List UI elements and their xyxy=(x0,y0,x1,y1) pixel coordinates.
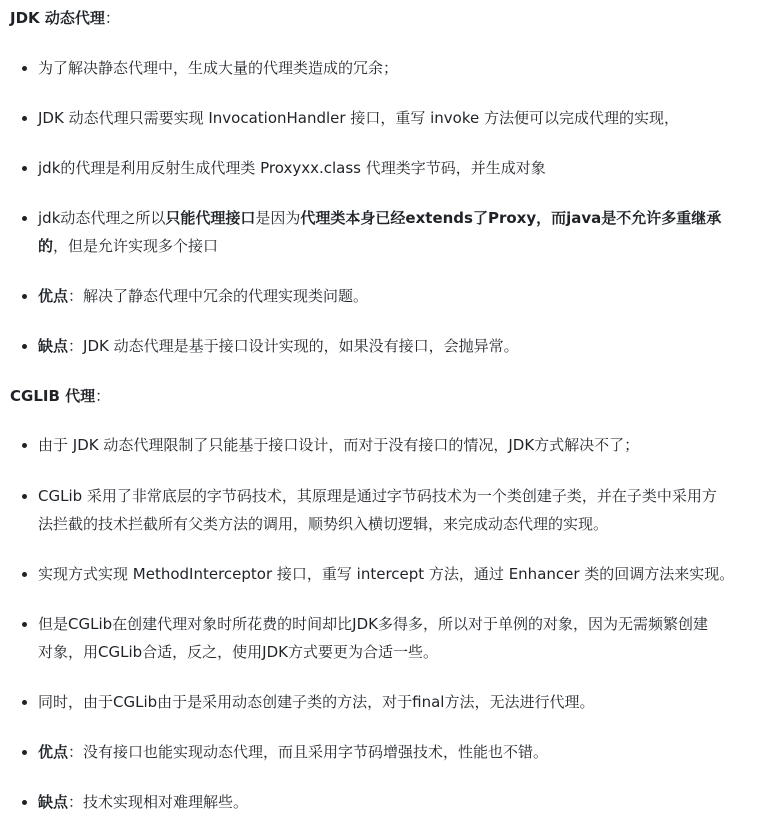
list-item-text: 同时，由于CGLib由于是采用动态创建子类的方法，对于final方法，无法进行代理。 xyxy=(38,693,595,711)
section-heading-jdk-title: JDK 动态代理 xyxy=(10,9,105,27)
list-item-line xyxy=(38,232,759,260)
list-item-line: 但是CGLib在创建代理对象时所花费的时间却比JDK多得多，所以对于单例的对象，因为无需频繁创建 xyxy=(38,615,708,633)
bullet-icon xyxy=(22,344,27,349)
list-item-text: 是因为 xyxy=(255,209,301,227)
list-item xyxy=(38,688,759,716)
bullet-icon xyxy=(22,216,27,221)
list-item-line: 对象，用CGLib合适，反之，使用JDK方式要更为合适一些。 xyxy=(38,643,438,661)
bullet-icon xyxy=(22,116,27,121)
pros-label: 优点 xyxy=(38,287,69,305)
bullet-icon xyxy=(22,800,27,805)
bullet-icon xyxy=(22,700,27,705)
pros-label: 优点 xyxy=(38,743,69,761)
list-item xyxy=(38,610,759,666)
list-item-emphasis: 的 xyxy=(38,237,54,255)
bullet-icon xyxy=(22,494,27,499)
bullet-icon xyxy=(22,294,27,299)
list-item-cons xyxy=(38,788,759,816)
list-item-text: 由于 JDK 动态代理限制了只能基于接口设计，而对于没有接口的情况，JDK方式解决不了； xyxy=(38,436,640,454)
list-item-pros xyxy=(38,738,759,766)
list-item-text: ：解决了静态代理中冗余的代理实现类问题。 xyxy=(68,287,369,305)
list-item-text: jdk动态代理之所以 xyxy=(38,209,166,227)
list-item-emphasis: 代理类本身已经extends了Proxy，而java是不允许多重继承 xyxy=(300,209,722,227)
list-item-text: JDK 动态代理只需要实现 InvocationHandler 接口，重写 invoke 方法便可以完成代理的实现， xyxy=(38,109,679,127)
list-item-line: 法拦截的技术拦截所有父类方法的调用，顺势织入横切逻辑，来完成动态代理的实现。 xyxy=(38,515,609,533)
list-item-emphasis: 只能代理接口 xyxy=(165,209,256,227)
list-item-text: ：JDK 动态代理是基于接口设计实现的，如果没有接口，会抛异常。 xyxy=(68,337,519,355)
list-item xyxy=(38,560,759,588)
section-heading-cglib xyxy=(10,384,110,408)
list-item-text: ：技术实现相对难理解些。 xyxy=(68,793,249,811)
list-item-text: 实现方式实现 MethodInterceptor 接口，重写 intercept 方法，通过 Enhancer 类的回调方法来实现。 xyxy=(38,565,735,583)
list-item xyxy=(38,482,759,538)
list-item xyxy=(38,54,759,82)
list-item-pros xyxy=(38,282,759,310)
list-item-cons xyxy=(38,332,759,360)
section-heading-cglib-colon: ： xyxy=(95,387,111,405)
cons-label: 缺点 xyxy=(38,793,69,811)
section-heading-jdk-colon: ： xyxy=(104,9,120,27)
section-heading-cglib-title: CGLIB 代理 xyxy=(10,387,96,405)
bullet-icon xyxy=(22,66,27,71)
list-item-text: ，但是允许实现多个接口 xyxy=(53,237,219,255)
list-item xyxy=(38,154,759,182)
section-heading-jdk xyxy=(10,6,120,30)
bullet-icon xyxy=(22,166,27,171)
list-item xyxy=(38,104,759,132)
list-item-line xyxy=(38,204,759,232)
list-item-text: 为了解决静态代理中，生成大量的代理类造成的冗余； xyxy=(38,59,399,77)
list-item-line: CGLib 采用了非常底层的字节码技术，其原理是通过字节码技术为一个类创建子类，并在子类中采用方 xyxy=(38,487,717,505)
bullet-icon xyxy=(22,622,27,627)
bullet-icon xyxy=(22,750,27,755)
cons-label: 缺点 xyxy=(38,337,69,355)
list-item xyxy=(38,431,759,459)
bullet-icon xyxy=(22,572,27,577)
list-item-text: ：没有接口也能实现动态代理，而且采用字节码增强技术，性能也不错。 xyxy=(68,743,549,761)
list-item xyxy=(38,204,759,260)
list-item-text: jdk的代理是利用反射生成代理类 Proxyxx.class 代理类字节码，并生成对象 xyxy=(38,159,546,177)
bullet-icon xyxy=(22,443,27,448)
